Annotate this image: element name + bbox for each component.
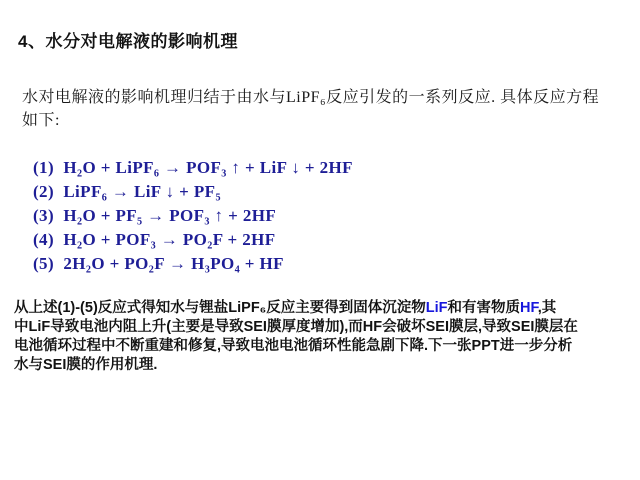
page-title: 4、水分对电解液的影响机理 [18, 32, 238, 51]
analysis-text-mid: 和有害物质 [447, 300, 521, 316]
equation-list [33, 156, 353, 276]
equation-item-2: (2) LiPF₆ → LiF ↓ + PF₅ [33, 182, 221, 201]
equation-item-5: (5) 2H₂O + PO₂F → H₃PO₄ + HF [33, 254, 284, 273]
analysis-text-post: ,其 [537, 300, 557, 316]
analysis-text-pre: 从上述(1)-(5)反应式得知水与锂盐LiPF₆反应主要得到固体沉淀物 [14, 300, 426, 316]
equation-item-4: (4) H₂O + POF₃ → PO₂F + 2HF [33, 230, 276, 249]
analysis-line-4: 水与SEI膜的作用机理. [14, 357, 158, 373]
intro-line-2: 如下: [22, 112, 60, 129]
highlight-lif: LiF [425, 300, 448, 316]
equation-item-3: (3) H₂O + PF₅ → POF₃ ↑ + 2HF [33, 206, 277, 225]
intro-line-1: 水对电解液的影响机理归结于由水与LiPF₆反应引发的一系列反应. 具体反应方程 [22, 89, 600, 106]
analysis-paragraph [14, 299, 632, 375]
equation-item-1: (1) H₂O + LiPF₆ → POF₃ ↑ + LiF ↓ + 2HF [33, 158, 353, 177]
analysis-line-1 [14, 299, 632, 318]
highlight-hf: HF [520, 300, 538, 316]
intro-paragraph [22, 86, 622, 132]
analysis-line-3: 电池循环过程中不断重建和修复,导致电池电池循环性能急剧下降.下一张PPT进一步分析 [14, 338, 573, 354]
analysis-line-2: 中LiF导致电池内阻上升(主要是导致SEI膜厚度增加),而HF会破坏SEI膜层,导致SEI膜层在 [14, 319, 578, 335]
